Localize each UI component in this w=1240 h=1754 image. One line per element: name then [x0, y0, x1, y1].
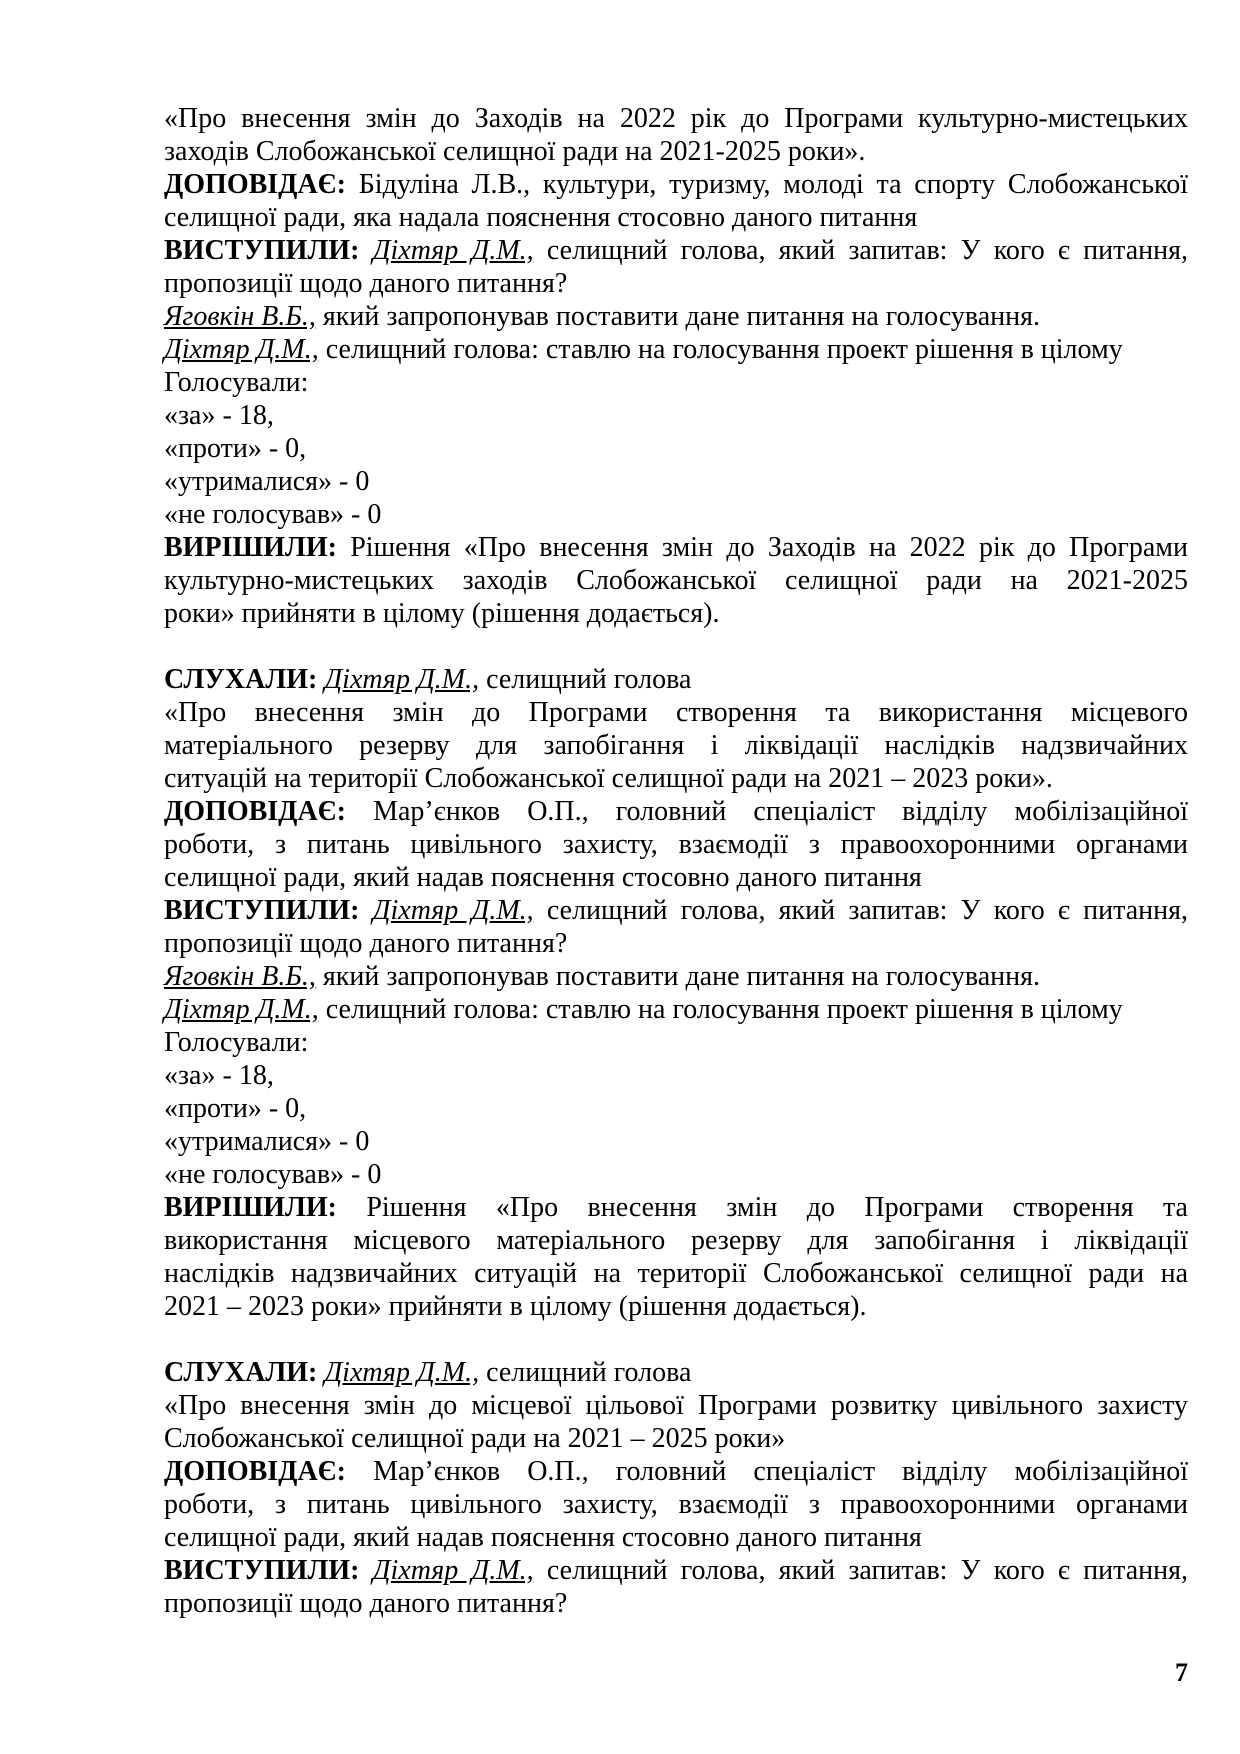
text-line: [164, 564, 1188, 597]
text-span: селищний голова: [479, 1357, 692, 1388]
speaker-name: Діхтяр Д.М.,: [324, 1357, 480, 1388]
text-span: «за» - 18,: [164, 400, 274, 431]
text-line: [164, 1092, 1188, 1125]
bold-label: ВИСТУПИЛИ:: [164, 1555, 360, 1586]
text-line: [164, 168, 1188, 201]
text-span: який запропонував поставити дане питання на голосування.: [315, 961, 1041, 992]
text-line: [164, 1290, 1188, 1323]
text-line: [164, 1026, 1188, 1059]
text-span: матеріального резерву для запобігання і ліквідації наслідків надзвичайних: [164, 730, 1188, 761]
text-line: [164, 762, 1188, 795]
text-line: [164, 201, 1188, 234]
document-body: [164, 102, 1188, 1620]
bold-label: ВИРІШИЛИ:: [164, 1192, 337, 1223]
text-span: який запропонував поставити дане питання на голосування.: [315, 301, 1041, 332]
bold-label: СЛУХАЛИ:: [164, 664, 318, 695]
speaker-name: Діхтяр Д.М.,: [372, 235, 534, 266]
text-line: [164, 102, 1188, 135]
page-number: 7: [1175, 1658, 1188, 1687]
bold-label: ДОПОВІДАЄ:: [164, 796, 346, 827]
text-span: роботи, з питань цивільного захисту, взаємодії з правоохоронними органами: [164, 1489, 1188, 1520]
text-span: ситуацій на території Слобожанської селищної ради на 2021 – 2023 роки».: [164, 763, 1053, 794]
speaker-name: Діхтяр Д.М.,: [372, 1555, 534, 1586]
text-line: [164, 1422, 1188, 1455]
speaker-name: Діхтяр Д.М.,: [164, 994, 319, 1025]
bold-label: СЛУХАЛИ:: [164, 1357, 318, 1388]
bold-label: ВИСТУПИЛИ:: [164, 895, 360, 926]
bold-label: ДОПОВІДАЄ:: [164, 1456, 346, 1487]
text-line: [164, 234, 1188, 267]
text-line: [164, 1521, 1188, 1554]
bold-label: ВИСТУПИЛИ:: [164, 235, 360, 266]
speaker-name: Діхтяр Д.М.,: [372, 895, 534, 926]
text-line: [164, 432, 1188, 465]
speaker-name: Яговкін В.Б.,: [164, 961, 316, 992]
text-line: [164, 366, 1188, 399]
text-line: [164, 1224, 1188, 1257]
bold-label: ВИРІШИЛИ:: [164, 532, 337, 563]
speaker-name: Діхтяр Д.М.,: [324, 664, 480, 695]
text-line: [164, 1059, 1188, 1092]
text-span: селищний голова, який запитав: У кого є питання,: [533, 1555, 1188, 1586]
text-line: [164, 1587, 1188, 1620]
text-line: [164, 894, 1188, 927]
text-span: пропозиції щодо даного питання?: [164, 928, 568, 959]
bold-label: ДОПОВІДАЄ:: [164, 169, 346, 200]
text-span: «Про внесення змін до Програми створення та використання місцевого: [164, 697, 1188, 728]
section-gap: [164, 630, 1188, 663]
text-line: [164, 1488, 1188, 1521]
text-span: використання місцевого матеріального резерву для запобігання і ліквідації: [164, 1225, 1188, 1256]
text-span: «не голосував» - 0: [164, 499, 382, 530]
text-span: селищний голова: [479, 664, 692, 695]
text-line: [164, 1257, 1188, 1290]
text-span: селищний голова: ставлю на голосування проект рішення в цілому: [318, 334, 1123, 365]
text-span: селищний голова, який запитав: У кого є питання,: [533, 235, 1188, 266]
text-line: [164, 1191, 1188, 1224]
text-span: Рішення «Про внесення змін до Заходів на 2022 рік до Програми: [336, 532, 1188, 563]
speaker-name: Діхтяр Д.М.,: [164, 334, 319, 365]
text-line: [164, 1356, 1188, 1389]
text-line: [164, 267, 1188, 300]
text-line: [164, 993, 1188, 1026]
text-span: роботи, з питань цивільного захисту, взаємодії з правоохоронними органами: [164, 829, 1188, 860]
text-span: селищної ради, який надав пояснення стосовно даного питання: [164, 1522, 922, 1553]
text-span: [359, 1555, 372, 1586]
text-span: селищної ради, який надав пояснення стосовно даного питання: [164, 862, 922, 893]
text-span: культурно-мистецьких заходів Слобожанської селищної ради на 2021-2025: [164, 565, 1188, 596]
text-span: Бідуліна Л.В., культури, туризму, молоді та спорту Слобожанської: [345, 169, 1188, 200]
text-span: Мар’єнков О.П., головний спеціаліст відділу мобілізаційної: [345, 796, 1188, 827]
section-gap: [164, 1323, 1188, 1356]
text-line: [164, 861, 1188, 894]
text-line: [164, 1158, 1188, 1191]
agenda-section: [164, 663, 1188, 1323]
text-span: роки» прийняти в цілому (рішення додається).: [164, 598, 720, 629]
text-span: [359, 235, 372, 266]
text-line: [164, 1125, 1188, 1158]
text-span: Слобожанської селищної ради на 2021 – 2025 роки»: [164, 1423, 786, 1454]
text-line: [164, 1389, 1188, 1422]
text-span: «проти» - 0,: [164, 433, 307, 464]
agenda-section: [164, 102, 1188, 630]
text-span: «проти» - 0,: [164, 1093, 307, 1124]
text-line: [164, 399, 1188, 432]
text-line: [164, 663, 1188, 696]
text-line: [164, 531, 1188, 564]
text-line: [164, 135, 1188, 168]
text-span: Голосували:: [164, 367, 309, 398]
text-span: [359, 895, 372, 926]
text-line: [164, 465, 1188, 498]
text-span: «за» - 18,: [164, 1060, 274, 1091]
text-span: Голосували:: [164, 1027, 309, 1058]
text-line: [164, 597, 1188, 630]
text-span: пропозиції щодо даного питання?: [164, 1588, 568, 1619]
text-span: селищний голова: ставлю на голосування проект рішення в цілому: [318, 994, 1123, 1025]
text-span: наслідків надзвичайних ситуацій на території Слобожанської селищної ради на: [164, 1258, 1188, 1289]
text-span: «Про внесення змін до Заходів на 2022 рік до Програми культурно-мистецьких: [164, 103, 1188, 134]
speaker-name: Яговкін В.Б.,: [164, 301, 316, 332]
text-span: «утрималися» - 0: [164, 466, 370, 497]
text-span: «утрималися» - 0: [164, 1126, 370, 1157]
text-span: Мар’єнков О.П., головний спеціаліст відділу мобілізаційної: [345, 1456, 1188, 1487]
text-line: [164, 300, 1188, 333]
text-line: [164, 1455, 1188, 1488]
text-span: селищної ради, яка надала пояснення стосовно даного питання: [164, 202, 918, 233]
text-span: Рішення «Про внесення змін до Програми створення та: [336, 1192, 1188, 1223]
text-line: [164, 927, 1188, 960]
text-span: «не голосував» - 0: [164, 1159, 382, 1190]
text-span: пропозиції щодо даного питання?: [164, 268, 568, 299]
text-line: [164, 729, 1188, 762]
text-span: заходів Слобожанської селищної ради на 2021-2025 роки».: [164, 136, 866, 167]
text-line: [164, 696, 1188, 729]
text-line: [164, 960, 1188, 993]
text-line: [164, 1554, 1188, 1587]
text-line: [164, 828, 1188, 861]
text-span: селищний голова, який запитав: У кого є питання,: [533, 895, 1188, 926]
text-line: [164, 795, 1188, 828]
text-span: 2021 – 2023 роки» прийняти в цілому (рішення додається).: [164, 1291, 867, 1322]
text-line: [164, 333, 1188, 366]
text-span: «Про внесення змін до місцевої цільової Програми розвитку цивільного захисту: [164, 1390, 1188, 1421]
text-line: [164, 498, 1188, 531]
agenda-section: [164, 1356, 1188, 1620]
